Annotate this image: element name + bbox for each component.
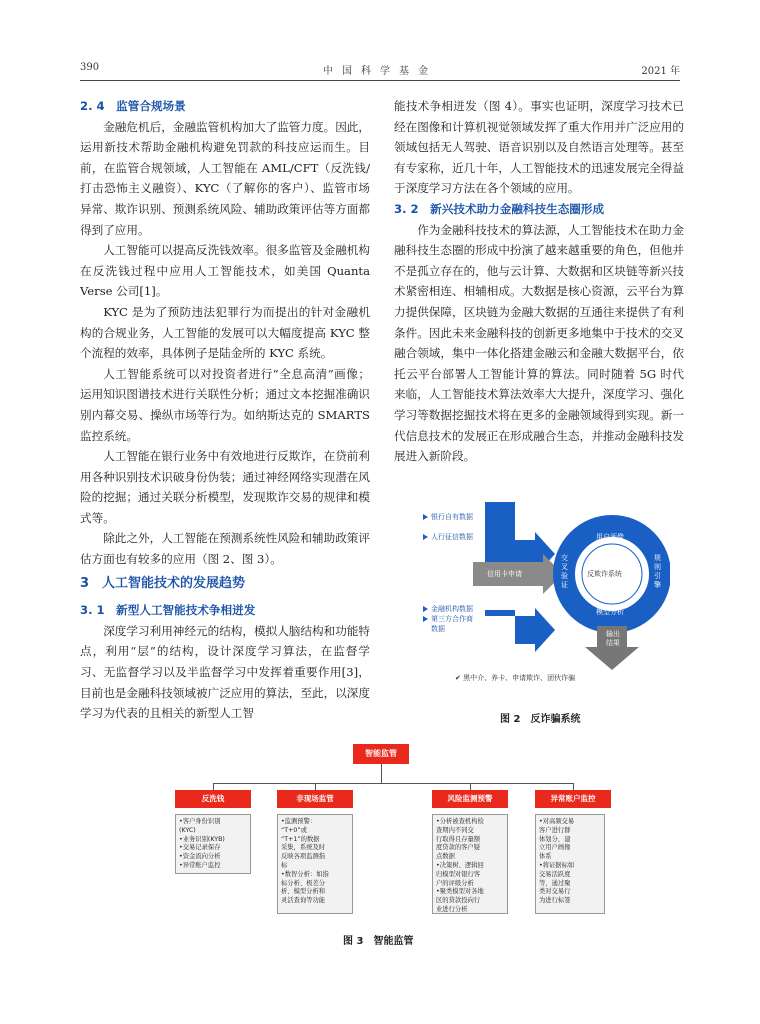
details-offsite: •监测预警： “T+0”或 “T+1”的数据 采集，系统及时 反映各项监测指 标 •数智分析：如指 标分析、极差分 析、模型分析和 灵活查询等功能 bbox=[277, 814, 353, 914]
paragraph-continuation: 能技术争相迸发（图 4）。事实也证明，深度学习技术已经在图像和计算机视觉领域发挥了重大作用并广泛应用的领域包括无人驾驶、语音识别以及自然语言处理等。甚至有专家称，近几十年，人工智能技术的迅速发展完全得益于深度学习方法在各个领域的应用。 bbox=[394, 99, 684, 196]
paragraph: KYC 是为了预防违法犯罪行为而提出的针对金融机构的合规业务，人工智能的发展可以大幅度提高 KYC 整个流程的效率，具体例子是陆金所的 KYC 系统。 bbox=[80, 304, 370, 361]
bullet-arrow-icon bbox=[423, 606, 428, 612]
paragraph: 金融危机后，金融监管机构加大了监管力度。因此，运用新技术帮助金融机构避免罚款的科技应运而生。目前，在监管合规领域，人工智能在 AML/CFT（反洗钱/打击恐怖主义融资）、KYC（了解你的客户）、监管市场异常、欺诈识别、预测系统风险、辅助政策评估等方面都得到了应用。 bbox=[80, 119, 370, 237]
page-number: 390 bbox=[80, 62, 100, 73]
header-rule bbox=[80, 80, 680, 81]
paragraph: 除此之外，人工智能在预测系统性风险和辅助政策评估方面也有较多的应用（图 2、图 3）。 bbox=[80, 531, 370, 567]
issue-year: 2021 年 bbox=[641, 66, 680, 77]
figure-2-caption: 图 2 反诈骗系统 bbox=[500, 714, 581, 725]
connector bbox=[315, 783, 316, 790]
bullet-arrow-icon bbox=[423, 534, 428, 540]
bottom-input-arrow bbox=[485, 608, 555, 652]
category-aml: 反洗钱 bbox=[175, 790, 251, 808]
input-third-party: 第三方合作商 bbox=[431, 615, 473, 623]
figure-3-smart-regulation-tree bbox=[165, 744, 605, 919]
ring-rule-engine: 规则引擎 bbox=[654, 554, 661, 589]
journal-name: 中国科学基金 bbox=[323, 66, 437, 77]
connector-horizontal bbox=[213, 783, 573, 784]
input-bank-data: 银行自有数据 bbox=[431, 513, 473, 521]
right-column bbox=[394, 96, 684, 467]
connector bbox=[573, 783, 574, 790]
category-offsite: 非现场监管 bbox=[277, 790, 353, 808]
center-input-label: 信用卡申请 bbox=[487, 570, 522, 578]
paragraph: 人工智能系统可以对投资者进行“全息高清”画像；运用知识图谱技术进行关联性分析；通过文本挖掘准确识别内幕交易、操纵市场等行为。如纳斯达克的 SMARTS 监控系统。 bbox=[80, 366, 370, 443]
bullet-arrow-icon bbox=[423, 616, 428, 622]
figure-2-footnote: ✔ 黑中介、养卡、申请欺诈、团伙诈骗 bbox=[455, 674, 576, 682]
figure-2-antifraud-diagram bbox=[415, 502, 670, 702]
details-aml: •客户身份识别 (KYC) •业务识别(KYB) •交易记录保存 •资金流向分析 •异常账户监控 bbox=[175, 814, 251, 874]
page-header bbox=[80, 62, 680, 76]
root-node: 智能监管 bbox=[353, 744, 409, 764]
paragraph: 人工智能在银行业务中有效地进行反欺诈，在贷前利用各种识别技术识破身份伪装；通过神经网络实现潜在风险的挖掘；通过关联分析模型，发现欺诈交易的规律和模式等。 bbox=[80, 449, 370, 525]
details-risk-warning: •分析被查机构检 查期内不同交 行取得且存量额 度贷款的客户疑 点数据 •决策树、逻辑回 归模型对银行客 户的评级分析 •聚类模型对各地 区的贷款投向行 业进行分析 bbox=[432, 814, 508, 914]
ring-user-profile: 用户画像 bbox=[596, 533, 624, 541]
paragraph: 深度学习利用神经元的结构，模拟人脑结构和功能特点，利用“层”的结构，设计深度学习算法，在监督学习、无监督学习以及半监督学习中发挥着重要作用[3]，目前也是金融科技领域被广泛应用的算法，至此，以深度学习为代表的且相关的新型人工智 bbox=[80, 623, 370, 721]
section-2-4-heading: 2. 4 监管合规场景 bbox=[80, 99, 186, 113]
category-abnormal-account: 异常账户监控 bbox=[535, 790, 611, 808]
section-3-heading: 3 人工智能技术的发展趋势 bbox=[80, 575, 246, 591]
connector bbox=[213, 783, 214, 790]
input-pboc-credit: 人行征信数据 bbox=[431, 533, 473, 541]
connector bbox=[470, 783, 471, 790]
section-3-2-heading: 3. 2 新兴技术助力金融科技生态圈形成 bbox=[394, 201, 605, 216]
paragraph: 作为金融科技技术的算法源，人工智能技术在助力金融科技生态圈的形成中扮演了越来越重要的角色，但他并不是孤立存在的，他与云计算、大数据和区块链等新兴技术紧密相连、相辅相成。大数据是核心资源，云平台为算力提供保障，区块链为金融大数据的互通往来提供了有利条件。因此未来金融科技的创新更多地集中于技术的交叉融合领域，集中一体化搭建金融云和金融大数据平台，依托云平台部署人工智能计算的算法。同时随着 5G 时代来临，人工智能技术算法效率大大提升，深度学习、强化学习等数据挖掘技术将在更多的金融领域得到实现。新一代信息技术的发展正在形成融合生态，并推动金融科技发展进入新阶段。 bbox=[394, 222, 684, 464]
connector bbox=[381, 764, 382, 783]
section-3-1-heading: 3. 1 新型人工智能技术争相迸发 bbox=[80, 603, 256, 618]
output-label: 输出结果 bbox=[606, 630, 620, 647]
ring-cross-validation: 交叉验证 bbox=[561, 554, 568, 589]
figure-3-caption: 图 3 智能监管 bbox=[343, 936, 414, 947]
bullet-arrow-icon bbox=[423, 514, 428, 520]
ring-model-analysis: 模型分析 bbox=[596, 608, 624, 616]
left-column bbox=[80, 96, 370, 724]
category-risk-warning: 风险监测预警 bbox=[432, 790, 508, 808]
input-data-suffix: 数据 bbox=[431, 625, 445, 633]
paragraph: 人工智能可以提高反洗钱效率。很多监管及金融机构在反洗钱过程中应用人工智能技术，如美国 Quanta Verse 公司[1]。 bbox=[80, 243, 370, 299]
details-abnormal-account: •对高频交易 客户进行群 体划分，建 立用户画像 体系 •将证据标如 交易活跃度 等，通过聚 类对交易行 为进行标签 bbox=[535, 814, 605, 914]
ring-center-antifraud: 反欺诈系统 bbox=[587, 570, 622, 578]
input-institution-data: 金融机构数据 bbox=[431, 605, 473, 613]
